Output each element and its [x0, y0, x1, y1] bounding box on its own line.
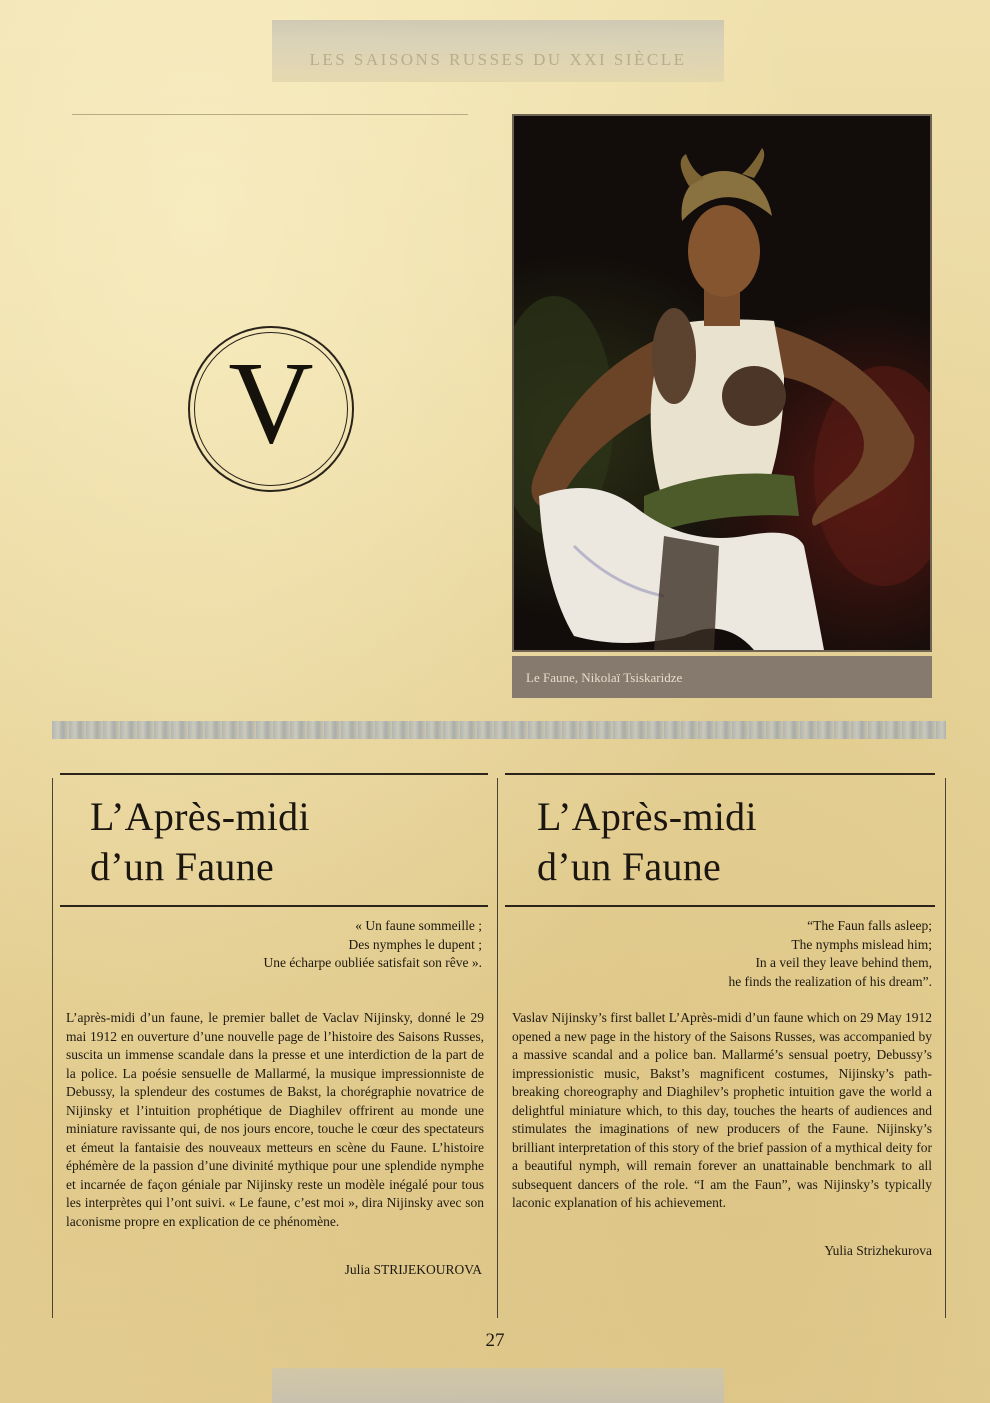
french-author: Julia STRIJEKOUROVA	[344, 1262, 482, 1277]
footer-band	[272, 1368, 724, 1403]
english-author: Yulia Strizhekurova	[824, 1243, 932, 1258]
dancer-photo	[512, 114, 932, 652]
faun-illustration	[514, 116, 930, 650]
english-epigraph	[640, 917, 932, 991]
english-quote-line: The nymphs mislead him;	[791, 936, 932, 952]
english-title-rule	[505, 905, 935, 907]
decorative-band	[52, 721, 946, 739]
french-epigraph	[200, 917, 482, 973]
french-top-rule	[60, 773, 488, 775]
left-margin-line	[52, 778, 53, 1318]
english-title-line2: d’un Faune	[537, 844, 722, 889]
english-top-rule	[505, 773, 935, 775]
french-title-rule	[60, 905, 488, 907]
french-quote-line: Des nymphes le dupent ;	[348, 936, 482, 952]
right-margin-line	[945, 778, 946, 1318]
chapter-emblem	[188, 326, 354, 492]
english-title-line1: L’Après-midi	[537, 794, 757, 839]
english-quote-line: “The Faun falls asleep;	[807, 918, 932, 933]
running-header: LES SAISONS RUSSES DU XXI SIÈCLE	[309, 50, 687, 69]
english-title	[537, 792, 757, 892]
french-quote-line: Une écharpe oubliée satisfait son rêve ».	[263, 955, 482, 970]
top-divider	[72, 114, 468, 115]
center-column-line	[497, 778, 498, 1318]
french-title-line1: L’Après-midi	[90, 794, 310, 839]
photo-caption-bar	[512, 656, 932, 698]
french-title	[90, 792, 310, 892]
french-title-line2: d’un Faune	[90, 844, 275, 889]
french-quote-line: « Un faune sommeille ;	[355, 918, 482, 933]
page-number: 27	[485, 1330, 505, 1351]
emblem-letter: V	[228, 337, 314, 468]
french-body: L’après-midi d’un faune, le premier ballet de Vaclav Nijinsky, donné le 29 mai 1912 en ouverture d’une nouvelle page de l’histoire des Saisons Russes, suscita un immense scandale dans la presse et une interdiction de la part de la police. La poésie sensuelle de Mallarmé, la musique impressionniste de Debussy, la splendeur des costumes de Bakst, la chorégraphie novatrice de Nijinsky et l’intuition prophétique de Diaghilev offrirent au monde une miniature ravissante qui, de nos jours encore, touche le cœur des spectateurs et émeut la fantaisie des nouveaux metteurs en scène du Faune. L’histoire éphémère de la passion d’une divinité mythique pour une splendide nymphe et incarnée de façon géniale par Nijinsky reste un modèle inégalé pour tous les interprètes qui l’ont suivi. « Le faune, c’est moi », dira Nijinsky avec son laconisme propre en explication de ce phénomène.	[66, 1010, 484, 1229]
photo-caption: Le Faune, Nikolaï Tsiskaridze	[526, 670, 683, 685]
english-body: Vaslav Nijinsky’s first ballet L’Après-midi d’un faune which on 29 May 1912 opened a new page in the history of the Saisons Russes, was accompanied by a massive scandal and a police ban. Mallarmé’s sensual poetry, Debussy’s impressionistic music, Bakst’s magnificent costumes, Nijinsky’s path-breaking choreography and Diaghilev’s prophetic intuition gave the world a delightful miniature which, to this day, touches the hearts of audiences and stimulates the imaginations of new producers of the Faune. Nijinsky’s brilliant interpretation of this story of the brief passion of a mythical deity for a beautiful nymph, will remain forever an unattainable benchmark to all subsequent dancers of the role. “I am the Faun”, was Nijinsky’s typically laconic explanation of his achievement.	[512, 1010, 932, 1210]
english-quote-line: he finds the realization of his dream”.	[728, 973, 932, 989]
english-quote-line: In a veil they leave behind them,	[755, 955, 932, 970]
